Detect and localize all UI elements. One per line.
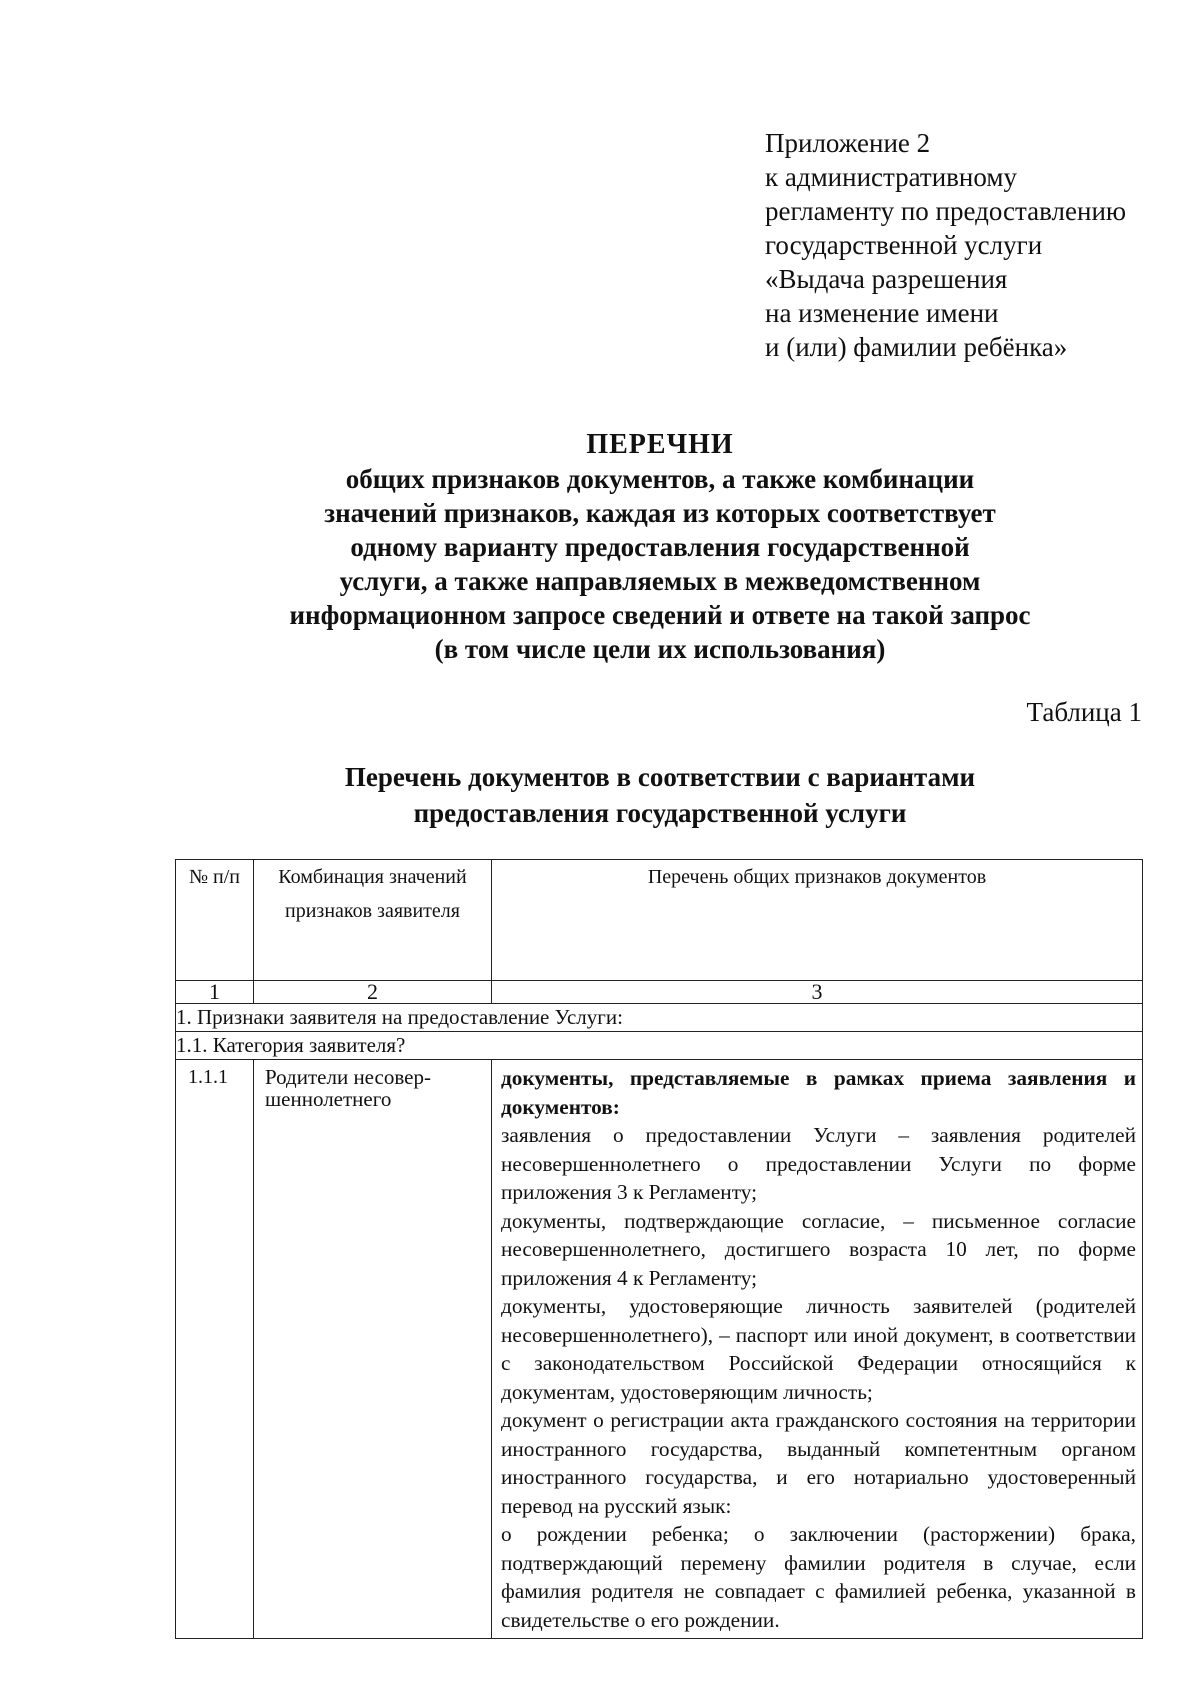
column-number: 2 [254, 981, 492, 1004]
subtitle-line: Перечень документов в соответствии с вариантами [344, 762, 976, 792]
title-line: информационном запросе сведений и ответе на такой запрос [289, 600, 1031, 630]
title-line: значений признаков, каждая из которых соответствует [324, 498, 996, 528]
documents-table [175, 859, 1143, 1639]
column-number-row [176, 981, 1143, 1004]
title-line: (в том числе цели их использования) [434, 634, 886, 664]
section-row [176, 1004, 1143, 1032]
table-row [176, 1060, 1143, 1639]
document-item: заявления о предоставлении Услуги – заявления родителей несовершеннолетнего о предоставлении Услуги по форме приложения 3 к Регламенту; [501, 1123, 1136, 1204]
appendix-line: регламенту по предоставлению [765, 196, 1127, 226]
document-item: документ о регистрации акта гражданского состояния на территории иностранного государства, выданный компетентным органом иностранного государства, и его нотариально удостоверенный перевод на русский язык: [501, 1408, 1136, 1518]
column-number: 3 [492, 981, 1143, 1004]
document-item: документы, подтверждающие согласие, – письменное согласие несовершеннолетнего, достигшего возраста 10 лет, по форме приложения 4 к Регламенту; [501, 1208, 1136, 1290]
header-number: № п/п [176, 860, 254, 981]
appendix-line: и (или) фамилии ребёнка» [765, 332, 1068, 362]
appendix-line: Приложение 2 [765, 128, 931, 158]
table-label: Таблица 1 [1026, 697, 1142, 727]
row-documents [492, 1060, 1143, 1639]
document-item: документы, удостоверяющие личность заявителей (родителей несовершеннолетнего), – паспорт или иной документ, в соответствии с законодательством Российской Федерации относящийся к документам, удостоверяющим личность; [501, 1294, 1136, 1404]
title-heading: ПЕРЕЧНИ [586, 429, 734, 460]
subsection-row [176, 1032, 1143, 1060]
header-documents: Перечень общих признаков документов [492, 860, 1143, 981]
title-line: услуги, а также направляемых в межведомственном [339, 566, 981, 596]
column-number: 1 [176, 981, 254, 1004]
documents-heading: документы, представляемые в рамках приема заявления и документов: [501, 1066, 1136, 1119]
title-line: общих признаков документов, а также комбинации [345, 464, 975, 494]
header-combination: Комбинация значений признаков заявителя [254, 860, 492, 981]
appendix-line: «Выдача разрешения [765, 264, 1008, 294]
section-title: 1. Признаки заявителя на предоставление Услуги: [176, 1004, 1143, 1032]
appendix-line: к административному [765, 162, 1017, 192]
title-line: одному варианту предоставления государственной [350, 532, 970, 562]
appendix-line: государственной услуги [765, 230, 1043, 260]
subtitle-line: предоставления государственной услуги [413, 798, 907, 828]
table-title [0, 759, 1200, 831]
subsection-title: 1.1. Категория заявителя? [176, 1032, 1143, 1060]
row-category: Родители несовер-шеннолетнего [254, 1060, 492, 1639]
table-header-row [176, 860, 1143, 981]
document-title [0, 428, 1200, 666]
appendix-line: на изменение имени [765, 298, 999, 328]
appendix-block [765, 126, 1185, 364]
row-number: 1.1.1 [176, 1060, 254, 1639]
document-item: о рождении ребенка; о заключении (расторжении) брака, подтверждающий перемену фамилии родителя в случае, если фамилия родителя не совпадает с фамилией ребенка, указанной в свидетельстве о его рождении. [501, 1522, 1136, 1632]
